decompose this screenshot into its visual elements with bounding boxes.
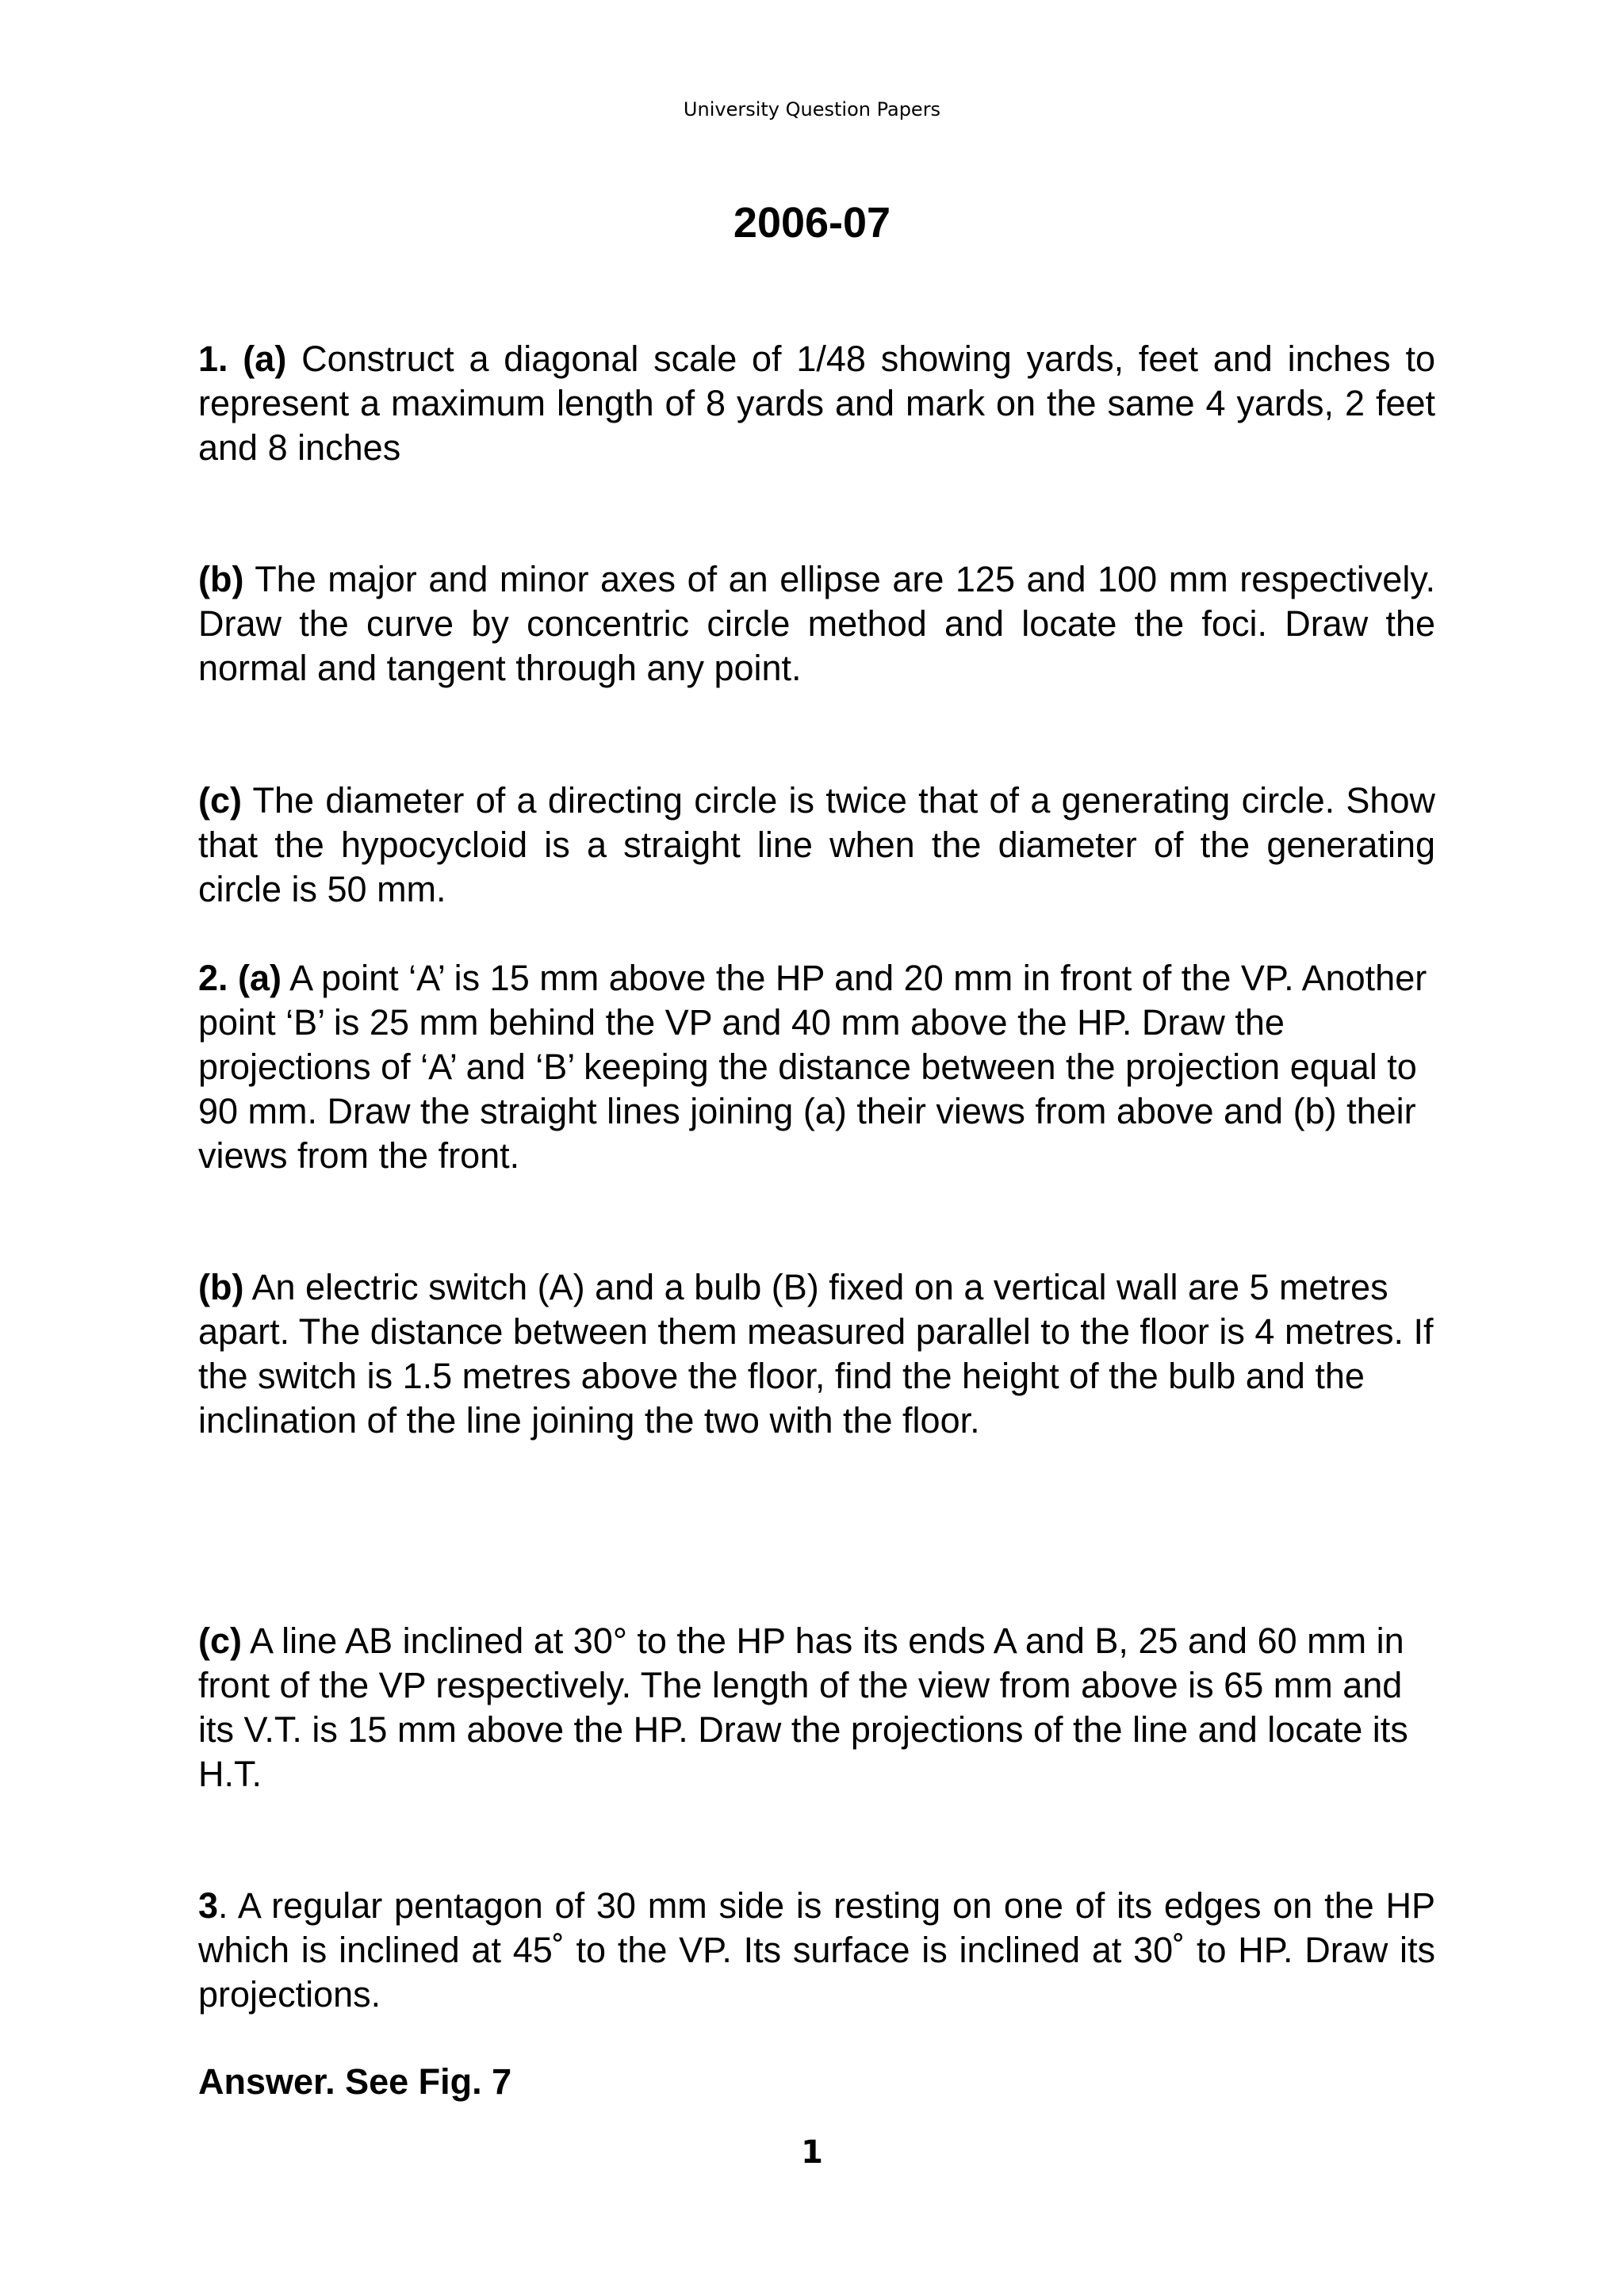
question-1a	[198, 337, 1435, 470]
question-text: A point ‘A’ is 15 mm above the HP and 20 mm in front of the VP. Another point ‘B’ is 25 mm behind the VP and 40 mm above the HP. Draw the projections of ‘A’ and ‘B’ keeping the distance between the projection equal to 90 mm. Draw the straight lines joining (a) their views from above and (b) their views from the front.	[198, 958, 1427, 1176]
question-label: 3	[198, 1885, 219, 1926]
question-text: An electric switch (A) and a bulb (B) fixed on a vertical wall are 5 metres apart. The distance between them measured parallel to the floor is 4 metres. If the switch is 1.5 metres above the floor, find the height of the bulb and the inclination of the line joining the two with the floor.	[198, 1267, 1434, 1441]
question-1c	[198, 779, 1435, 912]
running-header: University Question Papers	[683, 98, 941, 121]
page-number: 1	[801, 2134, 823, 2171]
question-text: The diameter of a directing circle is twice that of a generating circle. Show that the hypocycloid is a straight line when the diameter of the generating circle is 50 mm.	[198, 780, 1435, 909]
question-label: (b)	[198, 1267, 244, 1307]
question-1b	[198, 557, 1435, 691]
question-label: 2. (a)	[198, 958, 282, 998]
question-text: The major and minor axes of an ellipse are 125 and 100 mm respectively. Draw the curve by concentric circle method and locate the foci. Draw the normal and tangent through any point.	[198, 559, 1435, 688]
question-2a	[198, 956, 1435, 1178]
question-2c	[198, 1619, 1435, 1797]
question-label: (c)	[198, 780, 242, 821]
question-text: A line AB inclined at 30° to the HP has its ends A and B, 25 and 60 mm in front of the VP respectively. The length of the view from above is 65 mm and its V.T. is 15 mm above the HP. Draw the projections of the line and locate its H.T.	[198, 1621, 1408, 1794]
answer-reference: Answer. See Fig. 7	[198, 2061, 512, 2102]
question-2b	[198, 1265, 1435, 1443]
question-label: (c)	[198, 1621, 242, 1661]
page-title: 2006-07	[733, 199, 891, 247]
question-text: Construct a diagonal scale of 1/48 showing yards, feet and inches to represent a maximum length of 8 yards and mark on the same 4 yards, 2 feet and 8 inches	[198, 339, 1435, 468]
question-label: 1. (a)	[198, 339, 287, 379]
question-3	[198, 1884, 1435, 2017]
question-text: . A regular pentagon of 30 mm side is resting on one of its edges on the HP which is inclined at 45˚ to the VP. Its surface is inclined at 30˚ to HP. Draw its projections.	[198, 1885, 1435, 2015]
question-label: (b)	[198, 559, 244, 599]
